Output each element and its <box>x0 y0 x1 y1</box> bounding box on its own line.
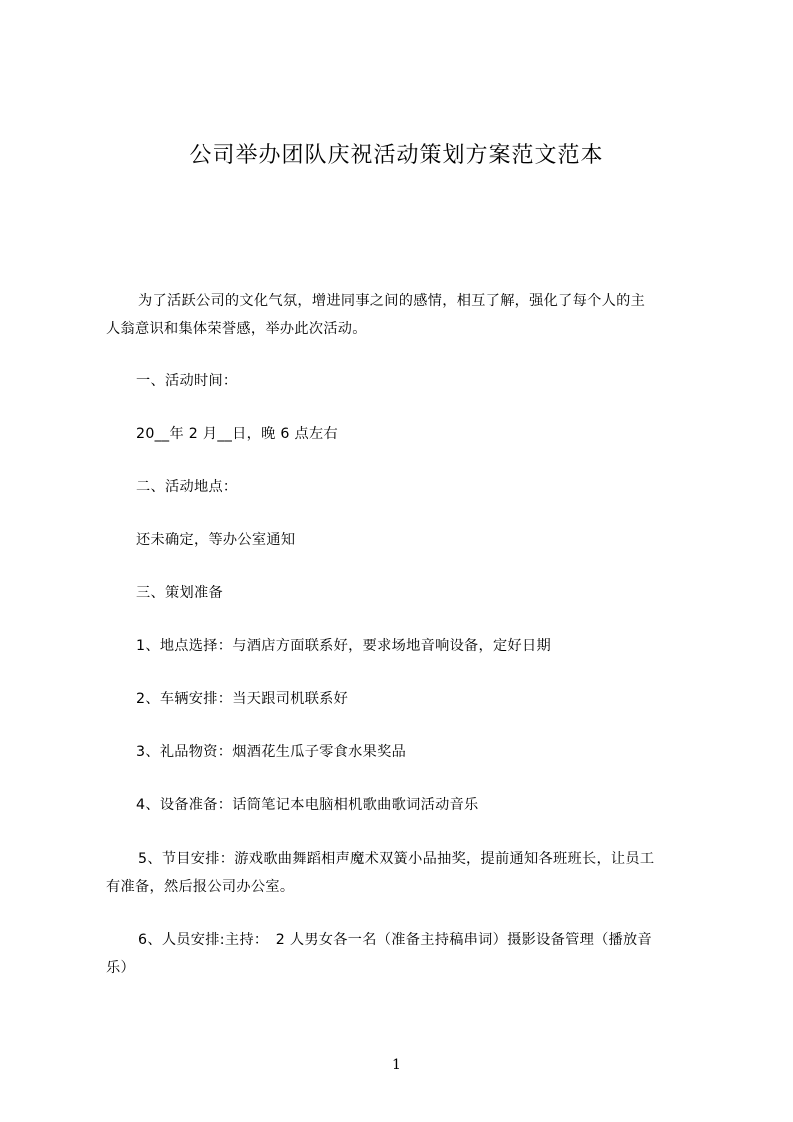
planning-item-equipment: 4、设备准备：话筒笔记本电脑相机歌曲歌词活动音乐 <box>136 797 479 813</box>
intro-line-2: 人翁意识和集体荣誉感，举办此次活动。 <box>106 321 367 337</box>
planning-item-staff-line-2: 乐） <box>106 960 135 976</box>
section-planning-heading: 三、策划准备 <box>136 585 223 601</box>
section-activity-location-heading: 二、活动地点： <box>136 479 238 495</box>
planning-item-staff-line-1: 6、人员安排:主持： 2 人男女各一名（准备主持稿串词）摄影设备管理（播放音 <box>138 932 653 948</box>
page-number: 1 <box>392 1057 401 1073</box>
planning-item-venue: 1、地点选择：与酒店方面联系好，要求场地音响设备，定好日期 <box>136 638 551 654</box>
document-title: 公司举办团队庆祝活动策划方案范文范本 <box>189 143 604 168</box>
intro-line-1: 为了活跃公司的文化气氛，增进同事之间的感情，相互了解，强化了每个人的主 <box>138 293 646 309</box>
section-activity-location-content: 还未确定，等办公室通知 <box>136 532 296 548</box>
section-activity-time-heading: 一、活动时间： <box>136 373 238 389</box>
planning-item-vehicle: 2、车辆安排：当天跟司机联系好 <box>136 691 349 707</box>
planning-item-program-line-2: 有准备，然后报公司办公室。 <box>106 879 295 895</box>
planning-item-program-line-1: 5、节目安排：游戏歌曲舞蹈相声魔术双簧小品抽奖，提前通知各班班长，让员工 <box>138 851 655 867</box>
section-activity-time-content: 20__年 2 月__日，晚 6 点左右 <box>136 426 339 442</box>
planning-item-gifts: 3、礼品物资：烟酒花生瓜子零食水果奖品 <box>136 744 407 760</box>
